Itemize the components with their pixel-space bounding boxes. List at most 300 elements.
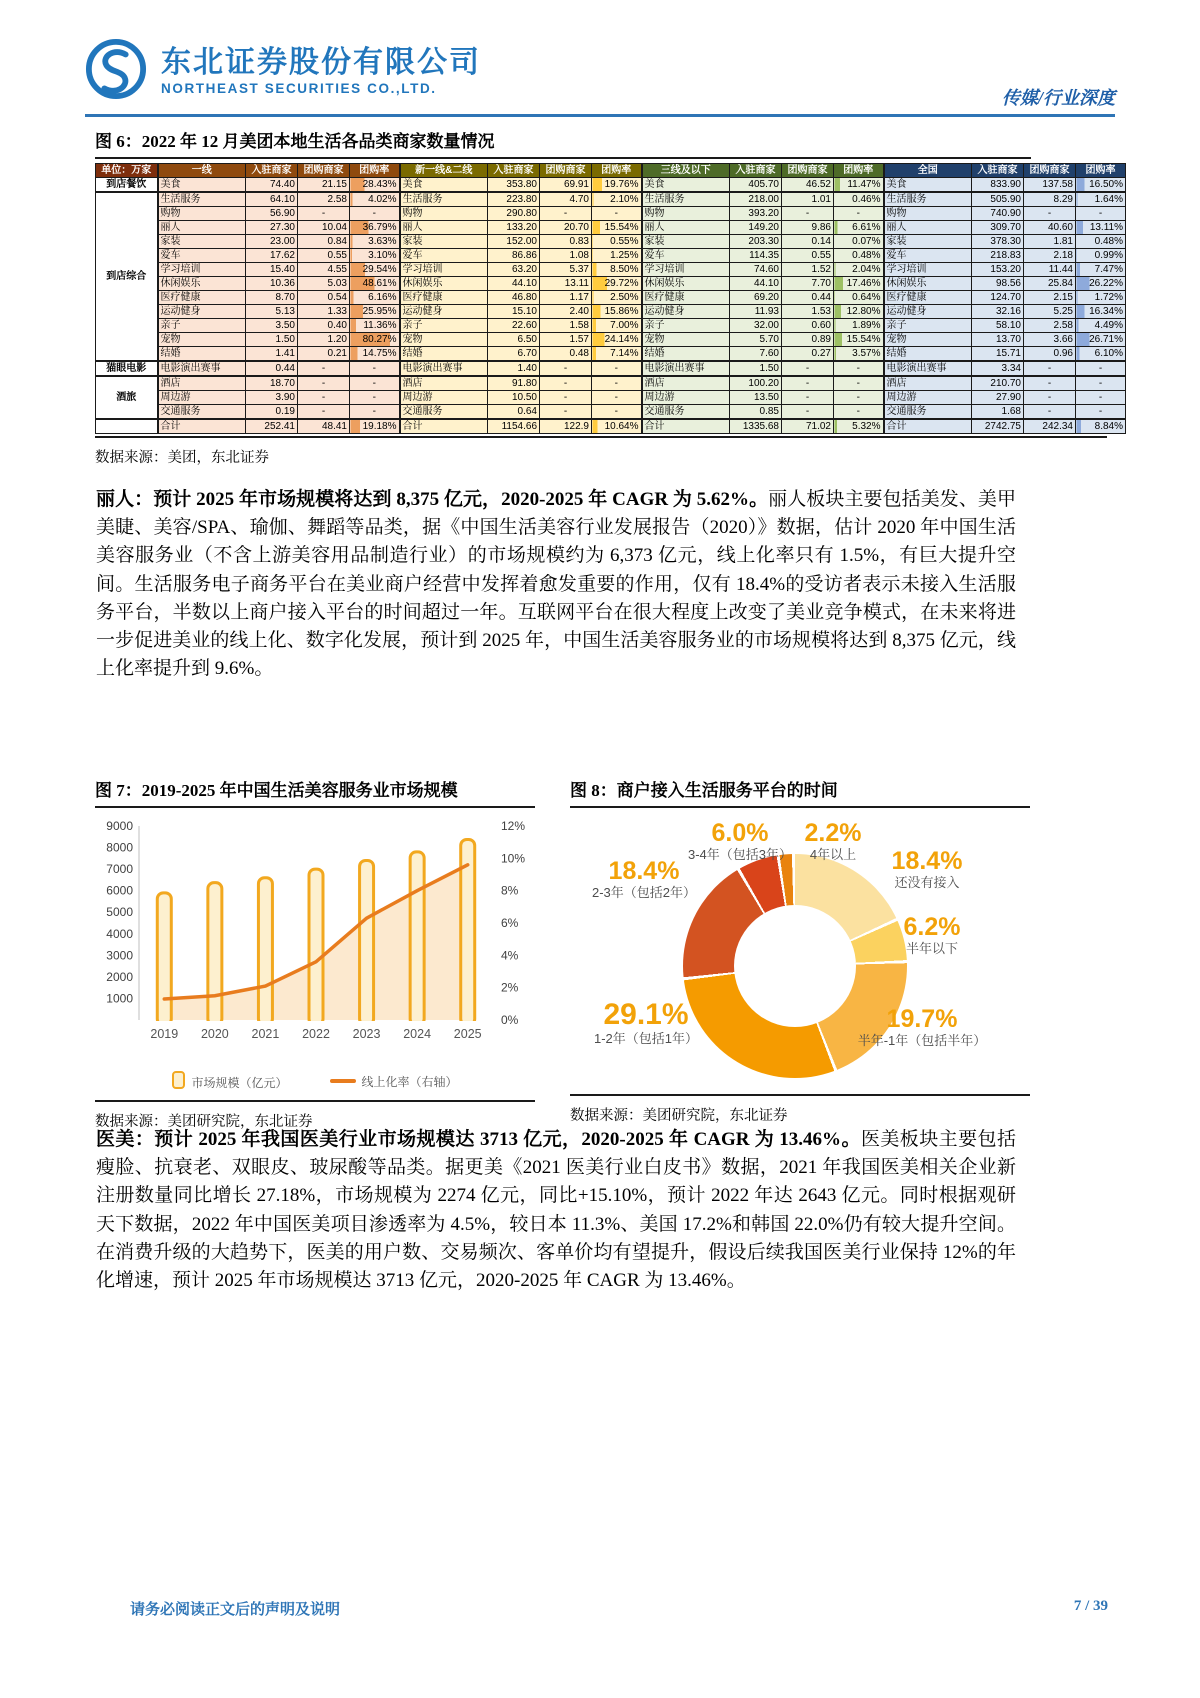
figure7-legend xyxy=(95,1068,535,1094)
rate-cell: 24.14% xyxy=(592,333,642,347)
value-cell: 2.18 xyxy=(1024,249,1076,263)
rate-cell: 7.00% xyxy=(592,319,642,333)
figure6-caption-block xyxy=(95,127,1031,159)
value-cell: 1.20 xyxy=(298,333,350,347)
value-cell: 25.84 xyxy=(1024,277,1076,291)
figure8-block xyxy=(570,776,1030,1125)
donut-hole xyxy=(734,905,856,1027)
category-cell: 酒店 xyxy=(400,376,488,391)
rate-cell: 11.47% xyxy=(834,178,884,193)
table-row xyxy=(96,391,1126,405)
value-cell: 0.19 xyxy=(246,405,298,420)
slice-percent: 29.1% xyxy=(603,998,689,1031)
category-cell: 医疗健康 xyxy=(158,291,246,305)
value-cell: 1.01 xyxy=(782,192,834,207)
value-cell: 2742.75 xyxy=(972,419,1024,434)
rate-cell: 1.89% xyxy=(834,319,884,333)
rate-cell: 3.63% xyxy=(350,235,400,249)
rate-cell: 2.04% xyxy=(834,263,884,277)
value-cell: 98.56 xyxy=(972,277,1024,291)
category-cell: 合计 xyxy=(400,419,488,434)
rate-cell: 26.22% xyxy=(1076,277,1126,291)
category-cell: 结婚 xyxy=(884,347,972,362)
rate-cell: - xyxy=(834,376,884,391)
value-cell: 2.58 xyxy=(298,192,350,207)
category-cell: 爱车 xyxy=(642,249,730,263)
value-cell: 0.27 xyxy=(782,347,834,362)
table-row xyxy=(96,419,1126,434)
category-cell: 丽人 xyxy=(642,221,730,235)
value-cell: - xyxy=(782,207,834,221)
value-cell: 0.14 xyxy=(782,235,834,249)
category-cell: 周边游 xyxy=(400,391,488,405)
table-row xyxy=(96,235,1126,249)
slice-name: 4年以上 xyxy=(809,847,857,862)
value-cell: 74.60 xyxy=(730,263,782,277)
market-size-bar xyxy=(410,852,424,1025)
donut-slice-label xyxy=(858,1006,987,1050)
category-cell: 学习培训 xyxy=(884,263,972,277)
value-cell: - xyxy=(298,405,350,420)
figure8-caption: 图 8：商户接入生活服务平台的时间 xyxy=(570,781,838,800)
value-cell: 0.54 xyxy=(298,291,350,305)
market-size-bar xyxy=(208,883,222,1025)
table-header-row xyxy=(96,164,1126,178)
rate-cell: 7.14% xyxy=(592,347,642,362)
rate-cell: - xyxy=(834,361,884,376)
report-category-tag: 传媒/行业深度 xyxy=(1001,88,1115,108)
rate-cell: 48.61% xyxy=(350,277,400,291)
rate-cell: - xyxy=(1076,376,1126,391)
category-cell: 合计 xyxy=(884,419,972,434)
y-axis-tick-left: 4000 xyxy=(106,926,133,941)
rate-cell: 16.34% xyxy=(1076,305,1126,319)
category-cell: 交通服务 xyxy=(642,405,730,420)
value-cell: 22.60 xyxy=(488,319,540,333)
rate-cell: 11.36% xyxy=(350,319,400,333)
donut-slice-label xyxy=(805,820,862,864)
figure7-caption: 图 7：2019-2025 年中国生活美容服务业市场规模 xyxy=(95,781,458,800)
value-cell: - xyxy=(540,405,592,420)
value-cell: 56.90 xyxy=(246,207,298,221)
rate-cell: 17.46% xyxy=(834,277,884,291)
table-row xyxy=(96,221,1126,235)
category-cell: 周边游 xyxy=(884,391,972,405)
rate-cell: 26.71% xyxy=(1076,333,1126,347)
value-cell: 4.55 xyxy=(298,263,350,277)
value-cell: 64.10 xyxy=(246,192,298,207)
category-cell: 丽人 xyxy=(158,221,246,235)
sub-header: 入驻商家 xyxy=(246,164,298,178)
category-cell: 交通服务 xyxy=(158,405,246,420)
rate-cell: 1.25% xyxy=(592,249,642,263)
value-cell: 74.40 xyxy=(246,178,298,193)
rate-cell: 3.57% xyxy=(834,347,884,362)
y-axis-tick-right: 2% xyxy=(501,980,519,995)
slice-name: 半年以下 xyxy=(905,941,959,956)
value-cell: 15.71 xyxy=(972,347,1024,362)
value-cell: 1.53 xyxy=(782,305,834,319)
value-cell: 10.04 xyxy=(298,221,350,235)
value-cell: - xyxy=(540,391,592,405)
category-cell: 宠物 xyxy=(400,333,488,347)
category-cell: 宠物 xyxy=(884,333,972,347)
value-cell: 218.00 xyxy=(730,192,782,207)
value-cell: - xyxy=(540,376,592,391)
legend-item-bar xyxy=(172,1071,287,1091)
value-cell: 46.52 xyxy=(782,178,834,193)
figure6-table-wrap xyxy=(95,163,1123,467)
value-cell: 5.37 xyxy=(540,263,592,277)
slice-percent: 18.4% xyxy=(891,847,963,875)
slice-percent: 2.2% xyxy=(804,819,862,847)
value-cell: 0.55 xyxy=(298,249,350,263)
value-cell: 20.70 xyxy=(540,221,592,235)
rate-cell: 6.16% xyxy=(350,291,400,305)
value-cell: 10.36 xyxy=(246,277,298,291)
value-cell: 0.60 xyxy=(782,319,834,333)
category-cell: 休闲娱乐 xyxy=(642,277,730,291)
category-cell: 美食 xyxy=(642,178,730,193)
value-cell: 0.44 xyxy=(782,291,834,305)
value-cell: 122.9 xyxy=(540,419,592,434)
value-cell: 8.29 xyxy=(1024,192,1076,207)
value-cell: 32.16 xyxy=(972,305,1024,319)
value-cell: 5.70 xyxy=(730,333,782,347)
figure7-source: 数据来源：美团研究院，东北证券 xyxy=(95,1113,313,1130)
category-cell: 休闲娱乐 xyxy=(400,277,488,291)
value-cell: 6.50 xyxy=(488,333,540,347)
rate-cell: - xyxy=(592,376,642,391)
value-cell: 71.02 xyxy=(782,419,834,434)
value-cell: 0.55 xyxy=(782,249,834,263)
value-cell: 21.15 xyxy=(298,178,350,193)
rate-cell: 14.75% xyxy=(350,347,400,362)
y-axis-tick-right: 4% xyxy=(501,948,519,963)
table-row xyxy=(96,291,1126,305)
table-row xyxy=(96,361,1126,376)
figure7-chart xyxy=(95,816,535,1068)
sub-header: 团购率 xyxy=(834,164,884,178)
rate-cell: - xyxy=(350,376,400,391)
category-cell: 生活服务 xyxy=(642,192,730,207)
slice-name: 半年-1年（包括半年） xyxy=(857,1033,987,1048)
market-size-bar xyxy=(309,869,323,1025)
category-cell: 电影演出赛事 xyxy=(884,361,972,376)
slice-percent: 19.7% xyxy=(886,1005,958,1033)
rate-cell: 13.11% xyxy=(1076,221,1126,235)
rate-cell: 12.80% xyxy=(834,305,884,319)
rate-cell: 0.55% xyxy=(592,235,642,249)
company-name xyxy=(161,46,481,98)
value-cell: 15.40 xyxy=(246,263,298,277)
tier-header: 三线及以下 xyxy=(642,164,730,178)
sub-header: 团购率 xyxy=(350,164,400,178)
value-cell: 9.86 xyxy=(782,221,834,235)
value-cell: 223.80 xyxy=(488,192,540,207)
category-cell: 亲子 xyxy=(400,319,488,333)
value-cell: - xyxy=(782,391,834,405)
figure6-source: 数据来源：美团，东北证券 xyxy=(95,449,269,466)
table-row xyxy=(96,405,1126,420)
value-cell: 13.11 xyxy=(540,277,592,291)
row-group-label: 猫眼电影 xyxy=(96,361,158,376)
category-cell: 运动健身 xyxy=(158,305,246,319)
category-cell: 学习培训 xyxy=(642,263,730,277)
paragraph-yimei-body: 医美板块主要包括瘦脸、抗衰老、双眼皮、玻尿酸等品类。据更美《2021 医美行业白皮书》数据，2021 年我国医美相关企业新注册数量同比增长 27.18%，市场规模为 2274 亿元，同比+15.10%，预计 2022 年达 2643 亿元。同时根据观研天下数据，2022 年中国医美项目渗透率为 4.5%，较日本 11.3%、美国 17.2%和韩国 22.0%仍有较大提升空间。在消费升级的大趋势下，医美的用户数、交易频次、客单价均有望提升，假设后续我国医美行业保持 12%的年化增速，预计 2025 年市场规模达 3713 亿元，2020-2025 年 CAGR 为 13.46%。 xyxy=(96,1129,1016,1292)
category-cell: 交通服务 xyxy=(884,405,972,420)
value-cell: - xyxy=(298,391,350,405)
table-row xyxy=(96,305,1126,319)
category-cell: 亲子 xyxy=(642,319,730,333)
slice-percent: 18.4% xyxy=(608,857,680,885)
rate-cell: - xyxy=(350,361,400,376)
value-cell: - xyxy=(298,207,350,221)
value-cell: - xyxy=(540,207,592,221)
value-cell: 46.80 xyxy=(488,291,540,305)
tier-header: 一线 xyxy=(158,164,246,178)
value-cell: - xyxy=(1024,405,1076,420)
sub-header: 团购商家 xyxy=(1024,164,1076,178)
category-cell: 家装 xyxy=(884,235,972,249)
value-cell: 69.20 xyxy=(730,291,782,305)
rate-cell: 0.46% xyxy=(834,192,884,207)
slice-name: 1-2年（包括1年） xyxy=(593,1031,699,1046)
value-cell: 5.13 xyxy=(246,305,298,319)
value-cell: 23.00 xyxy=(246,235,298,249)
x-axis-tick: 2025 xyxy=(453,1027,482,1041)
category-cell: 酒店 xyxy=(642,376,730,391)
rate-cell: 0.48% xyxy=(834,249,884,263)
company-name-cn: 东北证券股份有限公司 xyxy=(161,45,481,79)
rate-cell: 0.99% xyxy=(1076,249,1126,263)
rate-cell: 0.64% xyxy=(834,291,884,305)
value-cell: 4.70 xyxy=(540,192,592,207)
rate-cell: 4.02% xyxy=(350,192,400,207)
category-cell: 医疗健康 xyxy=(400,291,488,305)
value-cell: 152.00 xyxy=(488,235,540,249)
category-cell: 合计 xyxy=(158,419,246,434)
category-cell: 购物 xyxy=(642,207,730,221)
sub-header: 团购商家 xyxy=(298,164,350,178)
rate-cell: 1.72% xyxy=(1076,291,1126,305)
donut-slice-label xyxy=(594,1000,698,1048)
row-group-label: 到店综合 xyxy=(96,192,158,361)
table-row xyxy=(96,376,1126,391)
bar-legend-icon xyxy=(172,1071,185,1089)
value-cell: - xyxy=(298,376,350,391)
value-cell: 505.90 xyxy=(972,192,1024,207)
value-cell: 17.62 xyxy=(246,249,298,263)
value-cell: 309.70 xyxy=(972,221,1024,235)
page-footer xyxy=(85,1598,1108,1619)
rate-cell: 15.54% xyxy=(592,221,642,235)
value-cell: 149.20 xyxy=(730,221,782,235)
value-cell: 13.70 xyxy=(972,333,1024,347)
value-cell: 137.58 xyxy=(1024,178,1076,193)
x-axis-tick: 2021 xyxy=(251,1027,280,1041)
rate-cell: 0.07% xyxy=(834,235,884,249)
donut-slice-label xyxy=(592,858,696,902)
value-cell: 44.10 xyxy=(730,277,782,291)
slice-percent: 6.2% xyxy=(903,913,961,941)
rate-cell: 8.50% xyxy=(592,263,642,277)
value-cell: 13.50 xyxy=(730,391,782,405)
value-cell: 0.85 xyxy=(730,405,782,420)
value-cell: 11.44 xyxy=(1024,263,1076,277)
category-cell: 电影演出赛事 xyxy=(400,361,488,376)
value-cell: - xyxy=(540,361,592,376)
market-size-bar xyxy=(258,878,272,1025)
category-cell: 运动健身 xyxy=(400,305,488,319)
value-cell: 7.60 xyxy=(730,347,782,362)
value-cell: 1.40 xyxy=(488,361,540,376)
value-cell: 11.93 xyxy=(730,305,782,319)
value-cell: 1.33 xyxy=(298,305,350,319)
value-cell: 0.40 xyxy=(298,319,350,333)
value-cell: 1.68 xyxy=(972,405,1024,420)
unit-header: 单位：万家 xyxy=(96,164,158,178)
category-cell: 运动健身 xyxy=(642,305,730,319)
category-cell: 生活服务 xyxy=(400,192,488,207)
rate-cell: - xyxy=(350,391,400,405)
legend-bar-label: 市场规模（亿元） xyxy=(191,1076,288,1090)
value-cell: 0.21 xyxy=(298,347,350,362)
rate-cell: - xyxy=(834,391,884,405)
slice-percent: 6.0% xyxy=(711,819,769,847)
value-cell: 3.34 xyxy=(972,361,1024,376)
value-cell: 1154.66 xyxy=(488,419,540,434)
value-cell: 378.30 xyxy=(972,235,1024,249)
rate-cell: - xyxy=(350,207,400,221)
value-cell: 5.03 xyxy=(298,277,350,291)
legend-line-label: 线上化率（右轴） xyxy=(361,1074,458,1089)
y-axis-tick-right: 6% xyxy=(501,916,519,930)
value-cell: 0.44 xyxy=(246,361,298,376)
category-cell: 结婚 xyxy=(158,347,246,362)
sub-header: 团购商家 xyxy=(782,164,834,178)
value-cell: 1.57 xyxy=(540,333,592,347)
x-axis-tick: 2019 xyxy=(150,1027,179,1041)
value-cell: 1.81 xyxy=(1024,235,1076,249)
category-cell: 家装 xyxy=(158,235,246,249)
value-cell: 0.48 xyxy=(540,347,592,362)
value-cell: 2.58 xyxy=(1024,319,1076,333)
category-cell: 运动健身 xyxy=(884,305,972,319)
value-cell: 7.70 xyxy=(782,277,834,291)
category-cell: 学习培训 xyxy=(158,263,246,277)
value-cell: 114.35 xyxy=(730,249,782,263)
value-cell: 1.52 xyxy=(782,263,834,277)
rate-cell: - xyxy=(1076,391,1126,405)
value-cell: 0.64 xyxy=(488,405,540,420)
value-cell: 740.90 xyxy=(972,207,1024,221)
category-cell: 美食 xyxy=(400,178,488,193)
value-cell: 393.20 xyxy=(730,207,782,221)
table-row xyxy=(96,333,1126,347)
rate-cell: - xyxy=(592,207,642,221)
category-cell: 爱车 xyxy=(400,249,488,263)
category-cell: 购物 xyxy=(884,207,972,221)
table-row xyxy=(96,277,1126,291)
value-cell: 48.41 xyxy=(298,419,350,434)
line-legend-icon xyxy=(330,1079,356,1083)
x-axis-tick: 2022 xyxy=(302,1027,330,1041)
value-cell: 58.10 xyxy=(972,319,1024,333)
rate-cell: 19.76% xyxy=(592,178,642,193)
rate-cell: - xyxy=(592,391,642,405)
sub-header: 团购率 xyxy=(592,164,642,178)
category-cell: 周边游 xyxy=(642,391,730,405)
category-cell: 丽人 xyxy=(400,221,488,235)
value-cell: 69.91 xyxy=(540,178,592,193)
category-cell: 电影演出赛事 xyxy=(158,361,246,376)
rate-cell: - xyxy=(350,405,400,420)
slice-name: 3-4年（包括3年） xyxy=(687,847,793,862)
value-cell: 203.30 xyxy=(730,235,782,249)
table-row xyxy=(96,207,1126,221)
rate-cell: - xyxy=(592,361,642,376)
sub-header: 入驻商家 xyxy=(488,164,540,178)
header-divider xyxy=(85,114,1115,117)
value-cell: 0.84 xyxy=(298,235,350,249)
merchant-count-table xyxy=(95,163,1126,434)
figure8-source: 数据来源：美团研究院，东北证券 xyxy=(570,1107,788,1124)
y-axis-tick-left: 9000 xyxy=(106,819,133,833)
sub-header: 入驻商家 xyxy=(972,164,1024,178)
slice-name: 2-3年（包括2年） xyxy=(591,885,697,900)
rate-cell: 1.64% xyxy=(1076,192,1126,207)
rate-cell: 10.64% xyxy=(592,419,642,434)
value-cell: 3.90 xyxy=(246,391,298,405)
rate-cell: 2.50% xyxy=(592,291,642,305)
value-cell: 1335.68 xyxy=(730,419,782,434)
value-cell: - xyxy=(1024,361,1076,376)
rate-cell: 29.72% xyxy=(592,277,642,291)
table-row xyxy=(96,319,1126,333)
rate-cell: - xyxy=(592,405,642,420)
category-cell: 爱车 xyxy=(158,249,246,263)
category-cell: 购物 xyxy=(400,207,488,221)
rate-cell: 16.50% xyxy=(1076,178,1126,193)
value-cell: 153.20 xyxy=(972,263,1024,277)
value-cell: 405.70 xyxy=(730,178,782,193)
figure7-block xyxy=(95,776,535,1131)
value-cell: 0.96 xyxy=(1024,347,1076,362)
category-cell: 医疗健康 xyxy=(642,291,730,305)
value-cell: 2.15 xyxy=(1024,291,1076,305)
category-cell: 休闲娱乐 xyxy=(158,277,246,291)
category-cell: 交通服务 xyxy=(400,405,488,420)
donut-slice-label xyxy=(892,848,963,892)
y-axis-tick-right: 8% xyxy=(501,883,519,898)
y-axis-tick-right: 0% xyxy=(501,1013,519,1027)
rate-cell: 36.79% xyxy=(350,221,400,235)
donut-slice-label xyxy=(904,914,961,958)
rate-cell: 28.43% xyxy=(350,178,400,193)
page-header xyxy=(85,38,1115,112)
donut-slice-label xyxy=(688,820,792,864)
table-row xyxy=(96,347,1126,362)
value-cell: 86.86 xyxy=(488,249,540,263)
value-cell: 210.70 xyxy=(972,376,1024,391)
rate-cell: - xyxy=(1076,405,1126,420)
y-axis-tick-left: 6000 xyxy=(106,883,133,898)
x-axis-tick: 2020 xyxy=(200,1027,229,1041)
value-cell: 5.25 xyxy=(1024,305,1076,319)
value-cell: 1.17 xyxy=(540,291,592,305)
company-name-en: NORTHEAST SECURITIES CO.,LTD. xyxy=(161,80,437,96)
